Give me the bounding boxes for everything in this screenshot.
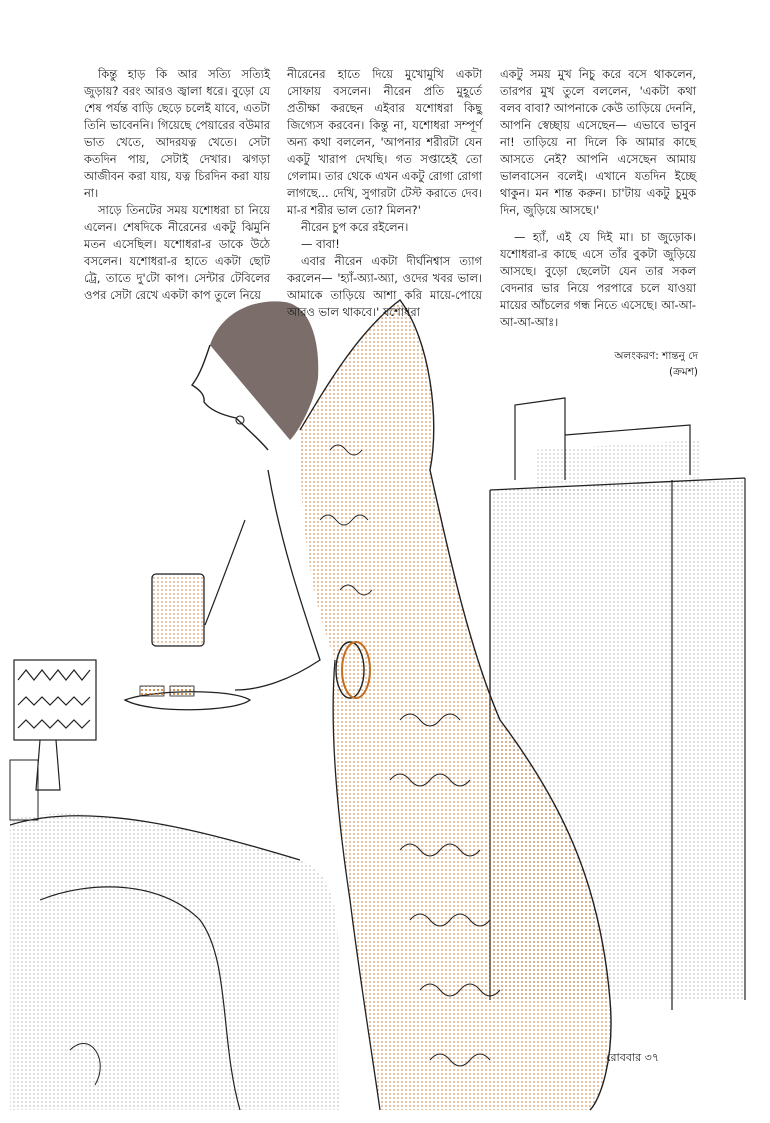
column1-paragraph-2: সাড়ে তিনটের সময় যশোধরা চা নিয়ে এলেন। শেষদিকে নীরেনের একটু ঝিমুনি মতন এসেছিল। যশোধরা-র ডাকে উঠে বসলেন। যশোধরা-র হাতে একটা ছোট ট্রে, তাতে দু'টো কাপ। সেন্টার টেবিলের ওপর সেটা রেখে একটা কাপ তুলে নিয়ে <box>84 203 270 302</box>
article-column-1 <box>84 66 270 304</box>
column1-paragraph-1: কিন্তু হাড় কি আর সত্যি সত্যিই জুড়ায়? বরং আরও জ্বালা ধরে। বুড়ো যে শেষ পর্যন্ত বাড়ি ছেড়ে চলেই যাবে, এতটা তিনি ভাবেননি। গিয়েছে পেয়ারের বউমার ভাত খেতে, আদরযত্ন খেতে। সেটা কতদিন পায়, সেটাই দেখার। ঝগড়া আজীবন করা যায়, যত্ন চিরদিন করা যায় না। <box>84 67 270 200</box>
continued-note: (ক্রমশ) <box>668 366 698 378</box>
column2-paragraph-2: নীরেন চুপ করে রইলেন। <box>301 220 409 234</box>
article-column-2 <box>287 66 482 321</box>
article-column-3 <box>500 66 696 331</box>
page-footer: রোববার ৩৭ <box>606 1051 659 1064</box>
column3-paragraph-2: — হ্যাঁ, এই যে দিই মা। চা জুড়োক। যশোধরা-র কাছে এসে তাঁর বুকটা জুড়িয়ে আসছে। বুড়ো ছেলেটা যেন তার সকল বেদনার ভার নিয়ে পরপারে চলে যাওয়া মায়ের আঁচলের গন্ধ নিতে এসেছে। আ-আ-আ-আ-আঃ। <box>500 230 696 329</box>
bed-drawing <box>10 814 340 1110</box>
column2-paragraph-4: এবার নীরেন একটা দীর্ঘনিশ্বাস ত্যাগ করলেন— 'হ্যাঁ-অ্যা-অ্যা, ওদের খবর ভাল। আমাকে তাড়িয়ে আশা করি মায়ে-পোয়ে আরও ভাল থাকবে।' যশোধরা <box>287 254 482 319</box>
column2-paragraph-1: নীরেনের হাতে দিয়ে মুখোমুখি একটা সোফায় বসলেন। নীরেন প্রতি মুহূর্তে প্রতীক্ষা করছেন এইবার যশোধরা কিছু জিগ্যেস করবেন। কিন্তু না, যশোধরা সম্পূর্ণ অন্য কথা বললেন, 'আপনার শরীরটা যেন একটু খারাপ দেখছি। গত সপ্তাহেই তো গেলাম। তার থেকে এখন একটু রোগা রোগা লাগছে... দেখি, সুগারটা টেস্ট করাতে দেব। মা-র শরীর ভাল তো? মিলন?' <box>287 67 482 217</box>
column3-paragraph-1: একটু সময় মুখ নিচু করে বসে থাকলেন, তারপর মুখ তুলে বললেন, 'একটা কথা বলব বাবা? আপনাকে কেউ তাড়িয়ে দেননি, আপনি স্বেচ্ছায় এসেছেন— এভাবে ভাবুন না! তাড়িয়ে না দিলে কি আমার কাছে আসতে নেই? আপনি এসেছেন আমায় ভালবাসেন বলেই। এখানে যতদিন ইচ্ছে থাকুন। মন শান্ত করুন। চা'টায় একটু চুমুক দিন, জুড়িয়ে আসছে।' <box>500 67 696 217</box>
lamp-drawing <box>10 660 96 820</box>
illustration-credit <box>556 348 698 380</box>
column2-paragraph-3: — বাবা! <box>301 237 340 251</box>
illustrator-credit: অলংকরণ: শান্তনু দে <box>614 350 698 362</box>
